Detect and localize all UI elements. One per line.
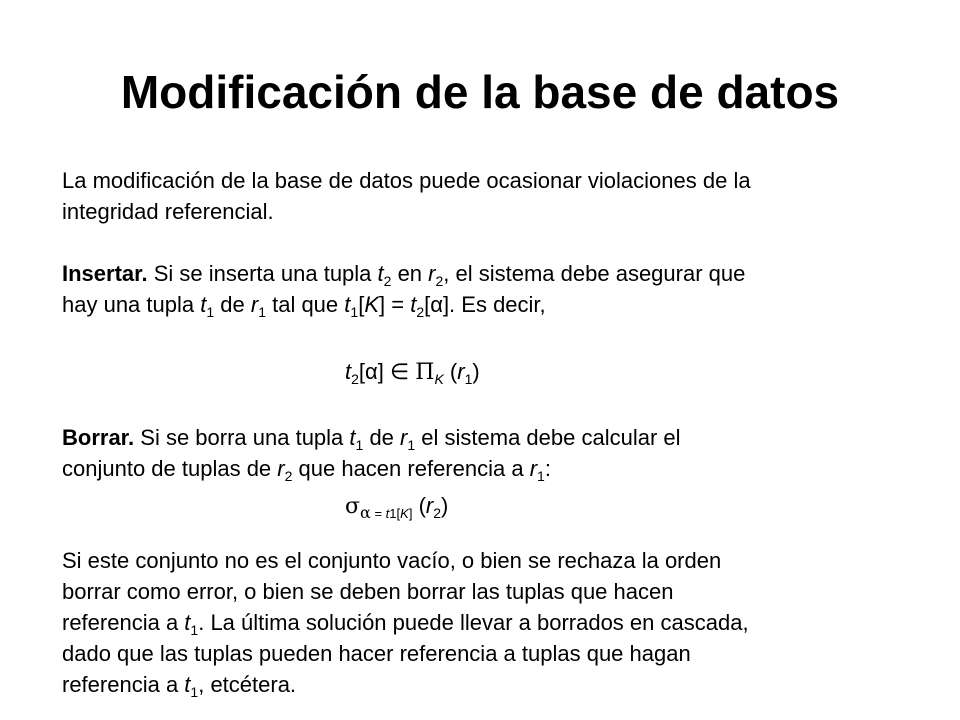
delete-label: Borrar. xyxy=(62,425,135,450)
delete-line-1 xyxy=(62,422,912,453)
formula-text: ) xyxy=(441,493,449,518)
var-r: r xyxy=(425,493,434,518)
delete-text: conjunto de tuplas de xyxy=(62,456,278,481)
sub-1: 1 xyxy=(355,437,364,453)
conclusion-line-4: dado que las tuplas pueden hacer referencia a tuplas que hagan xyxy=(62,641,691,666)
var-r: r xyxy=(400,425,408,450)
insert-text: Si se inserta una tupla xyxy=(147,261,378,286)
insert-text: en xyxy=(391,261,429,286)
pi-symbol: Π xyxy=(415,360,435,385)
conclusion-line-3 xyxy=(62,607,912,638)
conclusion-text: , etcétera. xyxy=(198,672,297,697)
var-t: t xyxy=(410,292,417,317)
formula-text: ( xyxy=(412,493,426,518)
var-t: t xyxy=(184,672,191,697)
sub-2: 2 xyxy=(435,273,444,289)
var-t: t xyxy=(349,425,356,450)
var-r: r xyxy=(457,359,465,384)
insert-line-2 xyxy=(62,289,912,320)
insert-text: tal que xyxy=(265,292,345,317)
var-k: K xyxy=(364,292,379,317)
formula-text: = xyxy=(370,506,386,521)
sub-1: 1 xyxy=(190,684,199,700)
conclusion-line-5 xyxy=(62,669,912,700)
var-r: r xyxy=(428,261,436,286)
var-k: K xyxy=(434,371,444,387)
formula-text: ) xyxy=(472,359,480,384)
insert-text: hay una tupla xyxy=(62,292,201,317)
conclusion-text: referencia a xyxy=(62,672,185,697)
slide-title: Modificación de la base de datos xyxy=(120,66,840,118)
sub-1: 1 xyxy=(350,304,359,320)
var-t: t xyxy=(385,506,390,521)
sub-2: 2 xyxy=(284,468,293,484)
sub-2: 2 xyxy=(416,304,425,320)
var-r: r xyxy=(529,456,538,481)
insert-label: Insertar. xyxy=(62,261,148,286)
sub-2: 2 xyxy=(433,505,442,521)
delete-line-2 xyxy=(62,453,912,484)
delete-text: Si se borra una tupla xyxy=(134,425,350,450)
var-r: r xyxy=(250,292,259,317)
sub-1: 1 xyxy=(537,468,545,484)
intro-paragraph xyxy=(62,165,912,227)
var-t: t xyxy=(344,292,351,317)
sub-2: 2 xyxy=(383,273,392,289)
insert-text: ] = xyxy=(379,292,411,317)
sub-1: 1 xyxy=(407,437,416,453)
sub-1: 1 xyxy=(389,506,397,521)
alpha-symbol: α xyxy=(360,503,371,522)
conclusion-text: . La última solución puede llevar a borrados en cascada, xyxy=(198,610,749,635)
delete-formula xyxy=(345,490,448,522)
formula-text: ( xyxy=(443,359,458,384)
sub-1: 1 xyxy=(258,304,266,320)
sub-1: 1 xyxy=(206,304,215,320)
sub-1: 1 xyxy=(464,371,473,387)
var-t: t xyxy=(345,359,352,384)
conclusion-paragraph xyxy=(62,545,912,700)
insert-text: [α]. Es decir, xyxy=(424,292,546,317)
conclusion-text: referencia a xyxy=(62,610,185,635)
insert-paragraph xyxy=(62,258,912,320)
var-t: t xyxy=(184,610,191,635)
sigma-symbol: σ xyxy=(345,494,361,519)
insert-line-1 xyxy=(62,258,912,289)
delete-text: que hacen referencia a xyxy=(292,456,530,481)
selection-condition: α = t1[K] xyxy=(360,503,413,522)
insert-text: , el sistema debe asegurar que xyxy=(443,261,746,286)
delete-text: el sistema debe calcular el xyxy=(415,425,681,450)
sub-1: 1 xyxy=(190,622,199,638)
delete-text: : xyxy=(544,456,551,481)
delete-paragraph xyxy=(62,422,912,484)
conclusion-line-2: borrar como error, o bien se deben borrar las tuplas que hacen xyxy=(62,579,674,604)
insert-formula xyxy=(345,356,480,388)
sub-2: 2 xyxy=(351,371,359,387)
insert-text: de xyxy=(214,292,251,317)
var-t: t xyxy=(377,261,384,286)
intro-line-1: La modificación de la base de datos puede ocasionar violaciones de la xyxy=(62,168,751,193)
formula-text: [α] ∈ xyxy=(358,359,416,384)
delete-text: de xyxy=(363,425,401,450)
var-t: t xyxy=(200,292,207,317)
var-r: r xyxy=(277,456,285,481)
conclusion-line-1: Si este conjunto no es el conjunto vacío, o bien se rechaza la orden xyxy=(62,548,722,573)
intro-line-2: integridad referencial. xyxy=(62,199,274,224)
insert-text: [ xyxy=(358,292,365,317)
var-k: K xyxy=(400,506,409,521)
